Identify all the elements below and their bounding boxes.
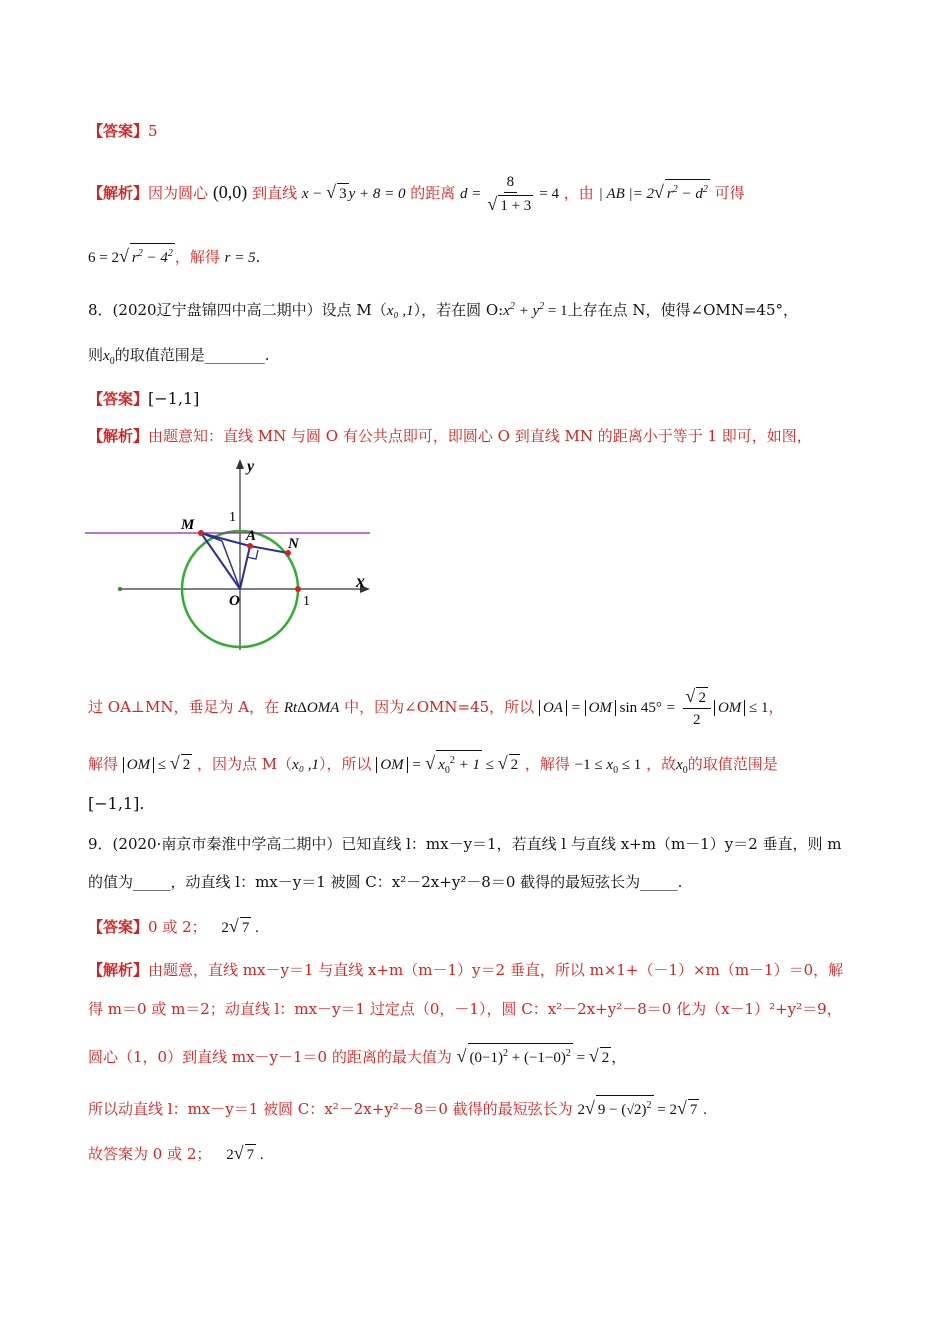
q9-answer-value: 2√ 7 . bbox=[221, 916, 259, 936]
q7-analysis-line2: 6 = 2√ $r^2 - 4^2$ ，解得 r = 5. bbox=[88, 243, 260, 269]
circle-equation: $x^2 + y^2 = 1$ bbox=[503, 301, 568, 319]
label-N: N bbox=[288, 536, 299, 552]
label-M: M bbox=[181, 517, 195, 533]
q8-answer: 【答案】[−1,1] bbox=[88, 389, 200, 408]
y-axis-arrow bbox=[236, 459, 244, 469]
q9-stem-line1: 9．(2020·南京市秦淮中学高二期中）已知直线 l：mx－y＝1，若直线 l 与直线 x+m（m－1）y＝2 垂直，则 m bbox=[88, 835, 842, 853]
x0-symbol-2: $x_0$ bbox=[676, 757, 688, 776]
q9-analysis-line4: 所以动直线 l：mx－y＝1 被圆 C：x²－2x+y²－8＝0 截得的最短弦长为 2√ $9 - (√2)^2 = 2√$ 7 . bbox=[88, 1095, 707, 1121]
point-x-one bbox=[295, 586, 301, 592]
chord-equation: 6 = 2√ $r^2 - 4^2$ bbox=[88, 250, 175, 266]
line-equation: x − √ 3 y + 8 = 0 bbox=[301, 181, 406, 202]
om-bound: OM ≤ √ 2 bbox=[123, 757, 192, 773]
max-distance: √ $(0-1)^2 + (-1-0)^2$ = √ 2 bbox=[457, 1050, 612, 1066]
q8-stem-line2: 则$x_0$的取值范围是________. bbox=[88, 346, 270, 367]
q9-analysis-line1: 【解析】由题意，直线 mx－y＝1 与直线 x+m（m－1）y＝2 垂直，所以 m×1+（－1）×m（m－1）＝0，解 bbox=[88, 961, 844, 979]
label-one-y: 1 bbox=[229, 510, 236, 525]
circle-figure bbox=[80, 455, 380, 655]
label-A: A bbox=[246, 528, 257, 544]
om-formula: OM = √ $x_0^2 + 1$ ≤ √ 2 bbox=[376, 757, 520, 773]
x0-range: $-1 \le x_0 \le 1$ bbox=[574, 757, 642, 776]
q7-answer: 【答案】5 bbox=[88, 122, 158, 140]
label-y: y bbox=[247, 458, 255, 475]
x0-symbol: $x_0$ bbox=[103, 348, 115, 367]
q8-analysis-line3: 解得 OM ≤ √ 2 ，因为点 M（x₀ ,1），所以 OM = √ $x_0^2 + 1$ ≤ √ 2 ，解得 $-1 \le x_0 \le 1$ ，故$x_0$的取值范围是 bbox=[88, 750, 778, 782]
segment-OA bbox=[240, 546, 250, 589]
chord-formula: | AB |= 2√ $r^2 - d^2$ bbox=[599, 186, 710, 202]
q9-analysis-line3: 圆心（1，0）到直线 mx－y－1＝0 的距离的最大值为 √ $(0-1)^2 + (-1-0)^2$ = √ 2 ， bbox=[88, 1043, 626, 1069]
q9-stem-line2: 的值为_____，动直线 l：mx－y＝1 被圆 C：x²－2x+y²－8＝0 截得的最短弦长为_____. bbox=[88, 873, 683, 891]
q9-analysis-line5: 故答案为 0 或 2； 2√ 7 . bbox=[88, 1143, 264, 1163]
distance-formula: d = $\frac{8}{√ 1 + 3}$ = 4 bbox=[460, 174, 559, 214]
label-one-x: 1 bbox=[303, 594, 310, 609]
q9-analysis-line2: 得 m＝0 或 m＝2；动直线 l：mx－y＝1 过定点（0，－1），圆 C：x²－2x+y²－8＝0 化为（x－1）²+y²＝9， bbox=[88, 1000, 842, 1018]
shortest-chord: 2√ $9 - (√2)^2 = 2√$ 7 . bbox=[577, 1102, 706, 1118]
label-O: O bbox=[229, 593, 240, 609]
final-answer-value: 2√ 7 . bbox=[226, 1143, 264, 1163]
q7-analysis-line1: 【解析】因为圆心 (0,0) 到直线 x − √ 3 y + 8 = 0 的距离 d = $\frac{8}{√ 1 + 3}$ = 4 ，由 | AB |= 2√ $r^2 - d^2$ 可得 bbox=[88, 174, 745, 214]
q8-stem-line1: 8．(2020辽宁盘锦四中高二期中）设点 M（x₀ ,1），若在圆 $O:x^2 + y^2 = 1$上存在点 N，使得∠OMN=45°， bbox=[88, 301, 799, 319]
q8-analysis-line1: 【解析】由题意知：直线 MN 与圆 O 有公共点即可，即圆心 O 到直线 MN 的距离小于等于 1 即可，如图， bbox=[88, 427, 812, 445]
x-axis-left-end bbox=[118, 587, 122, 591]
rt-triangle: RtΔOMA bbox=[283, 699, 340, 716]
q8-analysis-line2: 过 OA⊥MN，垂足为 A，在 RtΔOMA 中，因为∠OMN=45，所以 OA = OM sin 45° = $\frac{√ 2}{2}$ OM ≤ 1， bbox=[88, 686, 784, 728]
label-x: x bbox=[356, 571, 365, 591]
segment-link-O bbox=[222, 541, 240, 589]
oa-formula: OA = OM sin 45° = $\frac{√ 2}{2}$ OM ≤ 1 bbox=[539, 700, 769, 716]
q8-final: [−1,1]. bbox=[88, 794, 145, 813]
q9-answer: 【答案】0 或 2； 2√ 7 . bbox=[88, 916, 259, 936]
point-M bbox=[198, 530, 204, 536]
